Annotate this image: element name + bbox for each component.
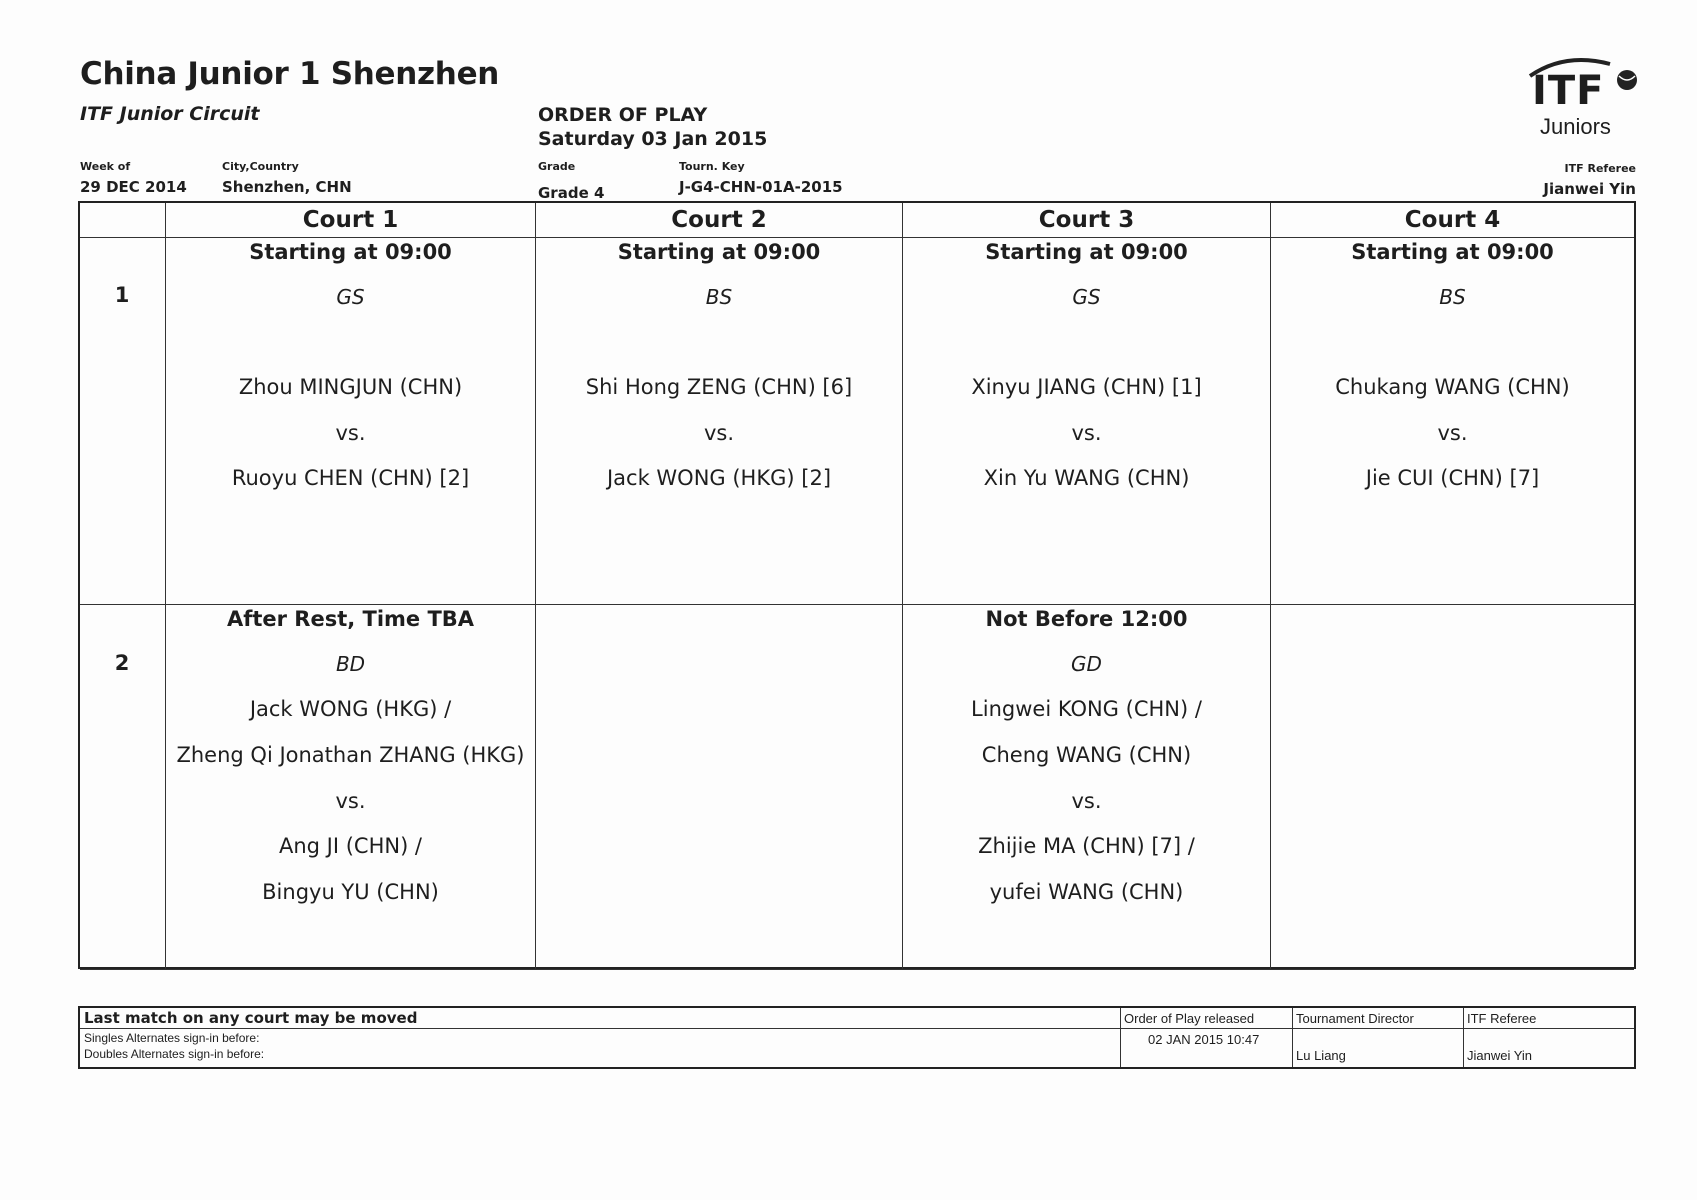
match-cell <box>166 238 535 604</box>
city-label: City,Country <box>222 160 299 173</box>
player-1a: Jack WONG (HKG) / <box>249 697 452 721</box>
tourn-key-value: J-G4-CHN-01A-2015 <box>679 178 843 196</box>
start-time: Starting at 09:00 <box>617 240 821 264</box>
released-value: 02 JAN 2015 10:47 <box>1148 1032 1260 1047</box>
court-4-header: Court 4 <box>1404 207 1501 233</box>
versus: vs. <box>1437 421 1468 445</box>
start-time: Not Before 12:00 <box>985 607 1188 631</box>
versus: vs. <box>335 421 366 445</box>
versus: vs. <box>335 789 366 813</box>
versus: vs. <box>703 421 735 445</box>
row-number-2: 2 <box>114 651 130 675</box>
versus: vs. <box>1071 789 1102 813</box>
director-label: Tournament Director <box>1296 1011 1414 1026</box>
player-1b: Zheng Qi Jonathan ZHANG (HKG) <box>176 743 525 767</box>
event-code: GD <box>1071 652 1102 676</box>
court-2-header: Court 2 <box>671 207 767 233</box>
player-1: Shi Hong ZENG (CHN) [6] <box>585 375 853 399</box>
match-cell <box>536 238 902 604</box>
player-1b: Cheng WANG (CHN) <box>981 743 1192 767</box>
player-2: Jie CUI (CHN) [7] <box>1365 466 1540 490</box>
circuit-subtitle: ITF Junior Circuit <box>80 103 260 125</box>
city-value: Shenzhen, CHN <box>222 178 352 196</box>
player-2b: yufei WANG (CHN) <box>989 880 1184 904</box>
versus: vs. <box>1071 421 1102 445</box>
player-1: Chukang WANG (CHN) <box>1335 375 1570 399</box>
grade-label: Grade <box>538 160 576 173</box>
footer-referee-value: Jianwei Yin <box>1467 1048 1533 1063</box>
doubles-alternates: Doubles Alternates sign-in before: <box>84 1047 265 1061</box>
row-number-1: 1 <box>114 283 130 307</box>
start-time: After Rest, Time TBA <box>226 607 475 631</box>
event-code: BS <box>705 285 733 309</box>
week-of-value: 29 DEC 2014 <box>80 178 187 196</box>
order-of-play-heading: ORDER OF PLAY <box>538 104 708 126</box>
tourn-key-label: Tourn. Key <box>679 160 745 173</box>
event-code: BD <box>335 652 366 676</box>
released-label: Order of Play released <box>1124 1011 1255 1026</box>
match-cell <box>166 605 535 969</box>
event-code: GS <box>336 285 365 309</box>
player-2a: Ang JI (CHN) / <box>278 834 423 858</box>
last-match-notice: Last match on any court may be moved <box>84 1009 418 1027</box>
play-date: Saturday 03 Jan 2015 <box>538 128 768 150</box>
footer-referee-label: ITF Referee <box>1467 1011 1537 1026</box>
player-2b: Bingyu YU (CHN) <box>262 880 439 904</box>
singles-alternates: Singles Alternates sign-in before: <box>84 1031 260 1045</box>
referee-value: Jianwei Yin <box>1543 180 1636 198</box>
logo-text: ITF <box>1532 68 1605 114</box>
court-1-header: Court 1 <box>302 207 399 233</box>
referee-label: ITF Referee <box>1564 162 1636 175</box>
order-of-play-grid <box>78 201 1636 969</box>
event-code: BS <box>1439 285 1466 309</box>
director-value: Lu Liang <box>1296 1048 1346 1063</box>
tournament-title: China Junior 1 Shenzhen <box>80 56 500 92</box>
logo-subtext: Juniors <box>1540 114 1611 139</box>
grade-value: Grade 4 <box>538 184 605 202</box>
player-1: Zhou MINGJUN (CHN) <box>238 375 463 399</box>
week-of-label: Week of <box>80 160 131 173</box>
player-2: Jack WONG (HKG) [2] <box>606 466 832 490</box>
footer-box <box>78 1006 1636 1069</box>
player-2a: Zhijie MA (CHN) [7] / <box>978 834 1195 858</box>
player-1: Xinyu JIANG (CHN) [1] <box>971 375 1202 399</box>
match-cell <box>903 238 1270 604</box>
start-time: Starting at 09:00 <box>985 240 1188 264</box>
match-cell <box>903 605 1270 969</box>
player-2: Ruoyu CHEN (CHN) [2] <box>231 466 470 490</box>
event-code: GS <box>1072 285 1101 309</box>
itf-juniors-logo <box>1520 54 1640 142</box>
player-1a: Lingwei KONG (CHN) / <box>971 697 1202 721</box>
start-time: Starting at 09:00 <box>1351 240 1554 264</box>
player-2: Xin Yu WANG (CHN) <box>983 466 1190 490</box>
start-time: Starting at 09:00 <box>249 240 452 264</box>
match-cell <box>1271 238 1634 604</box>
court-3-header: Court 3 <box>1038 207 1135 233</box>
